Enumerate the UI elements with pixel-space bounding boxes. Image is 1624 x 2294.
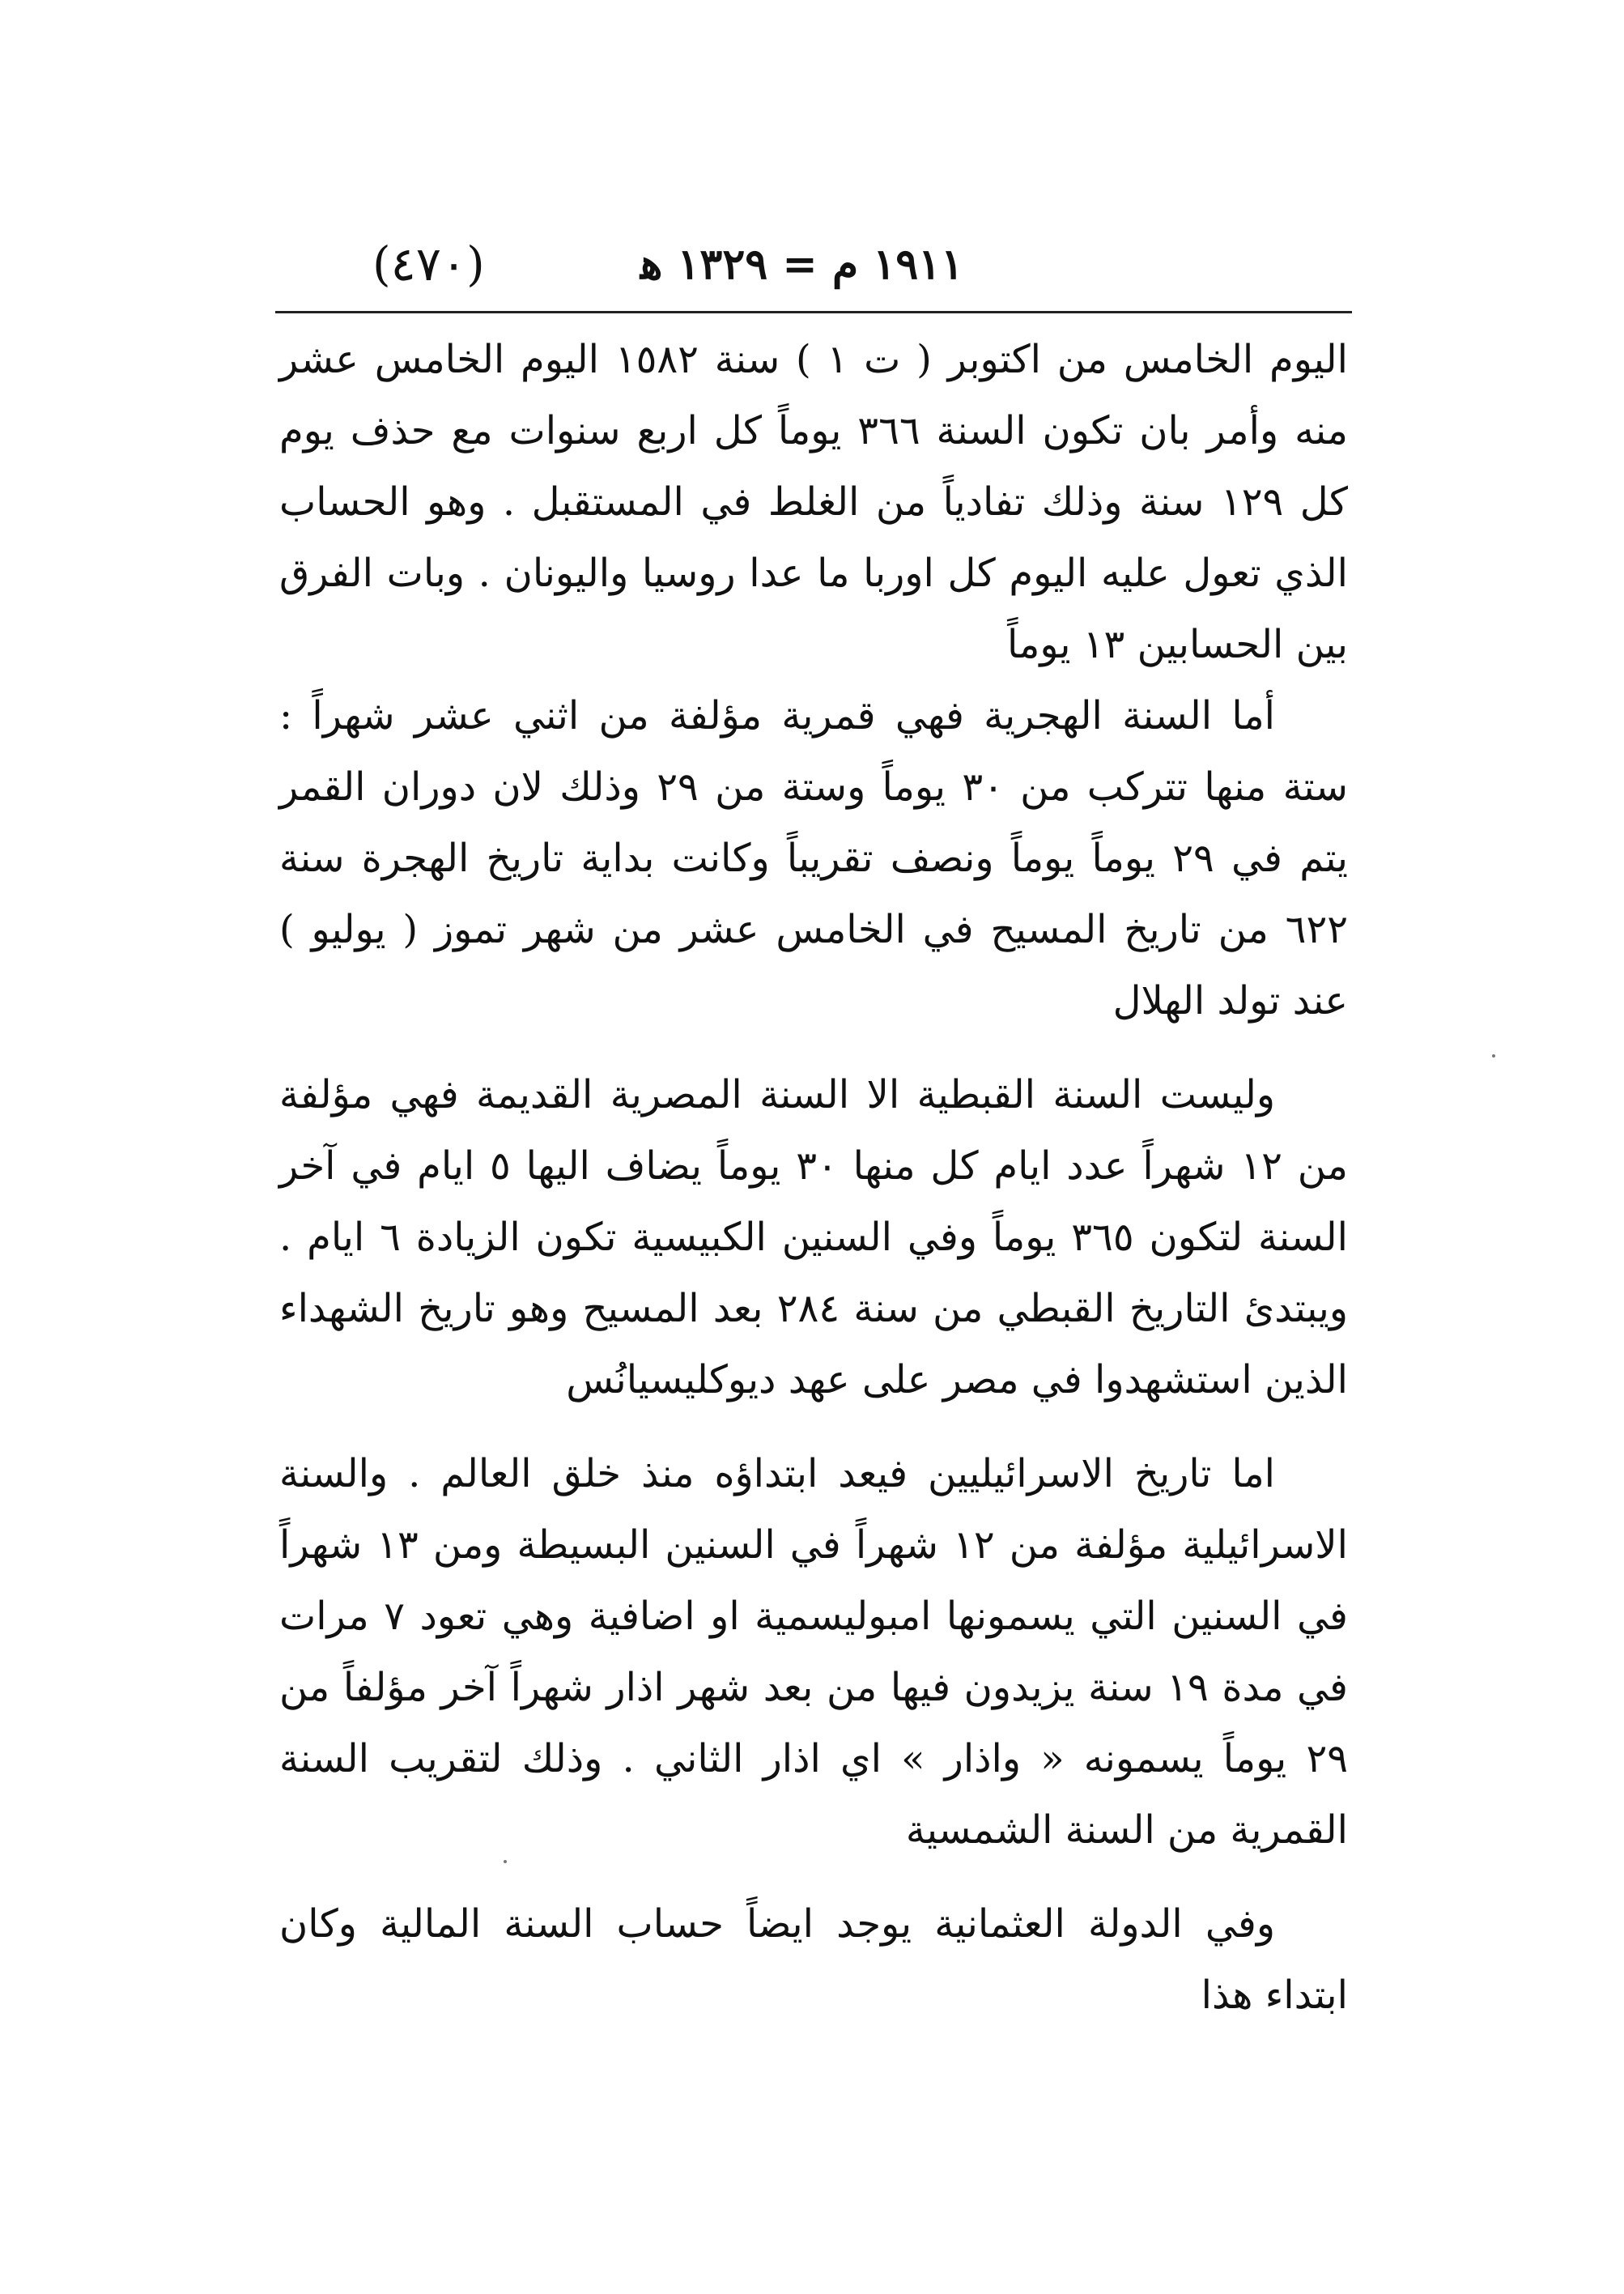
paragraph-2: أما السنة الهجرية فهي قمرية مؤلفة من اثني عشر شهراً : ستة منها تتركب من ٣٠ يوماً وستة من ٢٩ وذلك لان دوران القمر يتم في ٢٩ يوماً يوماً ونصف تقريباً وكانت بداية تاريخ الهجرة سنة ٦٢٢ من تاريخ المسيح في الخامس عشر من شهر تموز ( يوليو ) عند تولد الهلال xyxy=(279,693,1349,1024)
header-rule xyxy=(275,311,1352,313)
paragraph-4: اما تاريخ الاسرائيليين فيعد ابتداؤه منذ خلق العالم . والسنة الاسرائيلية مؤلفة من ١٢ شهراً في السنين البسيطة ومن ١٣ شهراً في السنين التي يسمونها امبوليسمية او اضافية وهي تعود ٧ مرات في مدة ١٩ سنة يزيدون فيها من بعد شهر اذار شهراً آخر مؤلفاً من ٢٩ يوماً يسمونه « واذار » اي اذار الثاني . وذلك لتقريب السنة القمرية من السنة الشمسية xyxy=(279,1451,1349,1853)
page-header xyxy=(275,236,1352,309)
scan-speck xyxy=(1492,1054,1495,1058)
paragraph-3: وليست السنة القبطية الا السنة المصرية القديمة فهي مؤلفة من ١٢ شهراً عدد ايام كل منها ٣٠ يوماً يضاف اليها ٥ ايام في آخر السنة لتكون ٣٦٥ يوماً وفي السنين الكبيسية تكون الزيادة ٦ ايام . ويبتدئ التاريخ القبطي من سنة ٢٨٤ بعد المسيح وهو تاريخ الشهداء الذين استشهدوا في مصر على عهد ديوكليسيانُس xyxy=(279,1072,1349,1402)
paragraph-1: اليوم الخامس من اكتوبر ( ت ١ ) سنة ١٥٨٢ اليوم الخامس عشر منه وأمر بان تكون السنة ٣٦٦ يوماً كل اربع سنوات مع حذف يوم كل ١٢٩ سنة وذلك تفادياً من الغلط في المستقبل . وهو الحساب الذي تعول عليه اليوم كل اوربا ما عدا روسيا واليونان . وبات الفرق بين الحسابين ١٣ يوماً xyxy=(279,337,1349,667)
running-title: ١٩١١ م = ١٣٢٩ ﻫ xyxy=(640,240,963,289)
scan-speck xyxy=(504,1860,507,1863)
page-number: (٤٧٠) xyxy=(372,236,485,292)
body-text xyxy=(279,324,1348,2031)
paragraph-5: وفي الدولة العثمانية يوجد ايضاً حساب السنة المالية وكان ابتداء هذا xyxy=(279,1901,1348,2018)
